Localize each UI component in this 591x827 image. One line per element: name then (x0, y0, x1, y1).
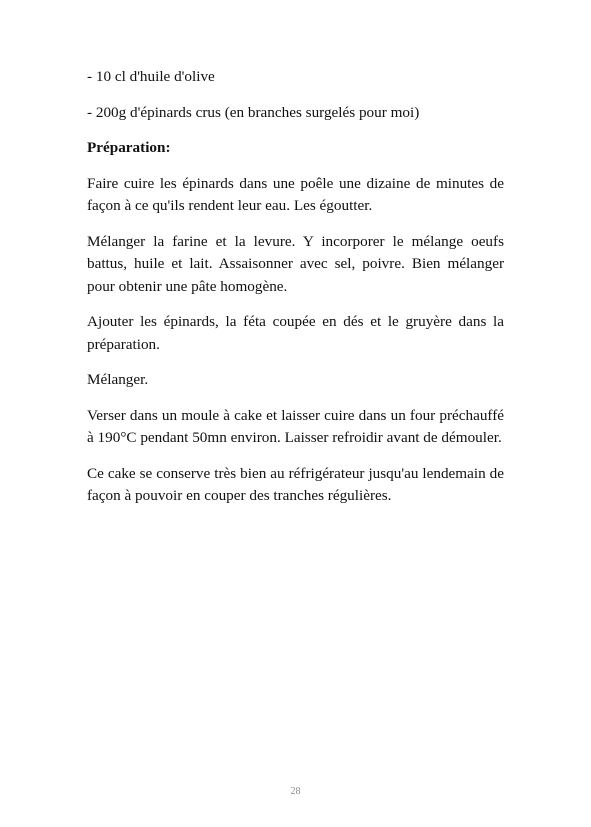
page-number: 28 (290, 786, 301, 797)
ingredient-line: - 200g d'épinards crus (en branches surgelés pour moi) (87, 103, 420, 121)
recipe-body (87, 66, 504, 521)
preparation-step: Mélanger. (87, 371, 149, 388)
preparation-step: Faire cuire les épinards dans une poêle une dizaine de minutes de façon à ce qu'ils rendent leur eau. Les égoutter. (87, 174, 504, 214)
preparation-step: Verser dans un moule à cake et laisser cuire dans un four préchauffé à 190°C pendant 50mn environ. Laisser refroidir avant de démouler. (87, 406, 504, 446)
preparation-step: Ce cake se conserve très bien au réfrigérateur jusqu'au lendemain de façon à pouvoir en couper des tranches régulières. (87, 464, 504, 504)
ingredient-line: - 10 cl d'huile d'olive (87, 68, 215, 85)
preparation-step: Mélanger la farine et la levure. Y incorporer le mélange oeufs battus, huile et lait. Assaisonner avec sel, poivre. Bien mélanger pour obtenir une pâte homogène. (87, 232, 504, 295)
preparation-heading: Préparation: (87, 139, 171, 156)
preparation-step: Ajouter les épinards, la féta coupée en dés et le gruyère dans la préparation. (87, 313, 504, 353)
